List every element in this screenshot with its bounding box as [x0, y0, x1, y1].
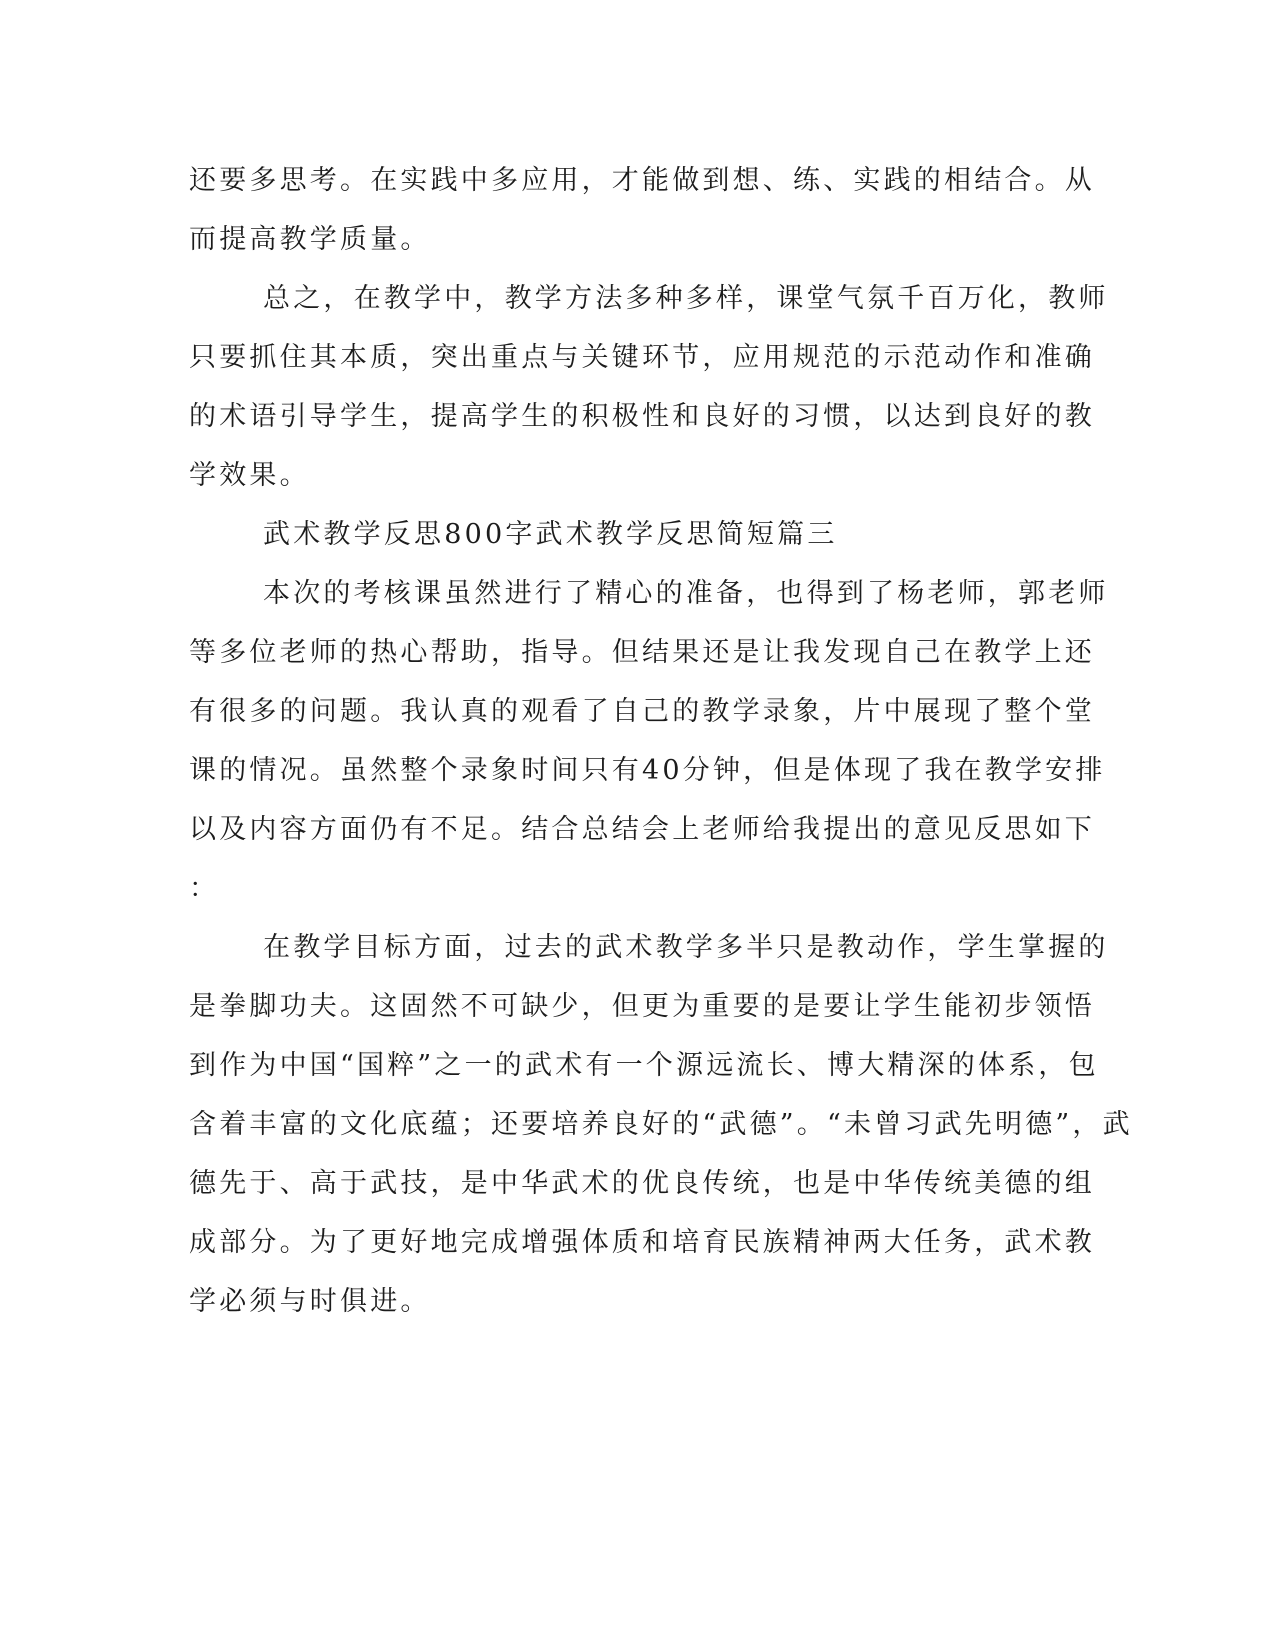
body-text-line: 课的情况。虽然整个录象时间只有40分钟，但是体现了我在教学安排 — [189, 755, 1106, 786]
paragraph-start-line: 总之，在教学中，教学方法多种多样，课堂气氛千百万化，教师 — [263, 283, 1109, 314]
body-text-line: 还要多思考。在实践中多应用，才能做到想、练、实践的相结合。从 — [189, 165, 1095, 196]
body-text-line: 而提高教学质量。 — [189, 224, 431, 255]
body-text-line: 德先于、高于武技，是中华武术的优良传统，也是中华传统美德的组 — [189, 1168, 1095, 1199]
body-text-line: 含着丰富的文化底蕴；还要培养良好的“武德”。“未曾习武先明德”，武 — [189, 1109, 1133, 1140]
body-text-line: 是拳脚功夫。这固然不可缺少，但更为重要的是要让学生能初步领悟 — [189, 991, 1095, 1022]
paragraph-start-line: 在教学目标方面，过去的武术教学多半只是教动作，学生掌握的 — [263, 932, 1109, 963]
body-text-line: 到作为中国“国粹”之一的武术有一个源远流长、博大精深的体系，包 — [189, 1050, 1099, 1081]
body-text-line: 等多位老师的热心帮助，指导。但结果还是让我发现自己在教学上还 — [189, 637, 1095, 668]
body-text-line: 成部分。为了更好地完成增强体质和培育民族精神两大任务，武术教 — [189, 1227, 1095, 1258]
body-text-line: 学效果。 — [189, 460, 310, 491]
body-text-line: 学必须与时俱进。 — [189, 1286, 431, 1317]
body-text-line: 的术语引导学生，提高学生的积极性和良好的习惯，以达到良好的教 — [189, 401, 1095, 432]
body-text-line: 只要抓住其本质，突出重点与关键环节，应用规范的示范动作和准确 — [189, 342, 1095, 373]
section-heading: 武术教学反思800字武术教学反思简短篇三 — [263, 519, 838, 550]
body-text-line: ： — [189, 873, 220, 904]
body-text-line: 有很多的问题。我认真的观看了自己的教学录象，片中展现了整个堂 — [189, 696, 1095, 727]
paragraph-start-line: 本次的考核课虽然进行了精心的准备，也得到了杨老师，郭老师 — [263, 578, 1109, 609]
body-text-line: 以及内容方面仍有不足。结合总结会上老师给我提出的意见反思如下 — [189, 814, 1095, 845]
